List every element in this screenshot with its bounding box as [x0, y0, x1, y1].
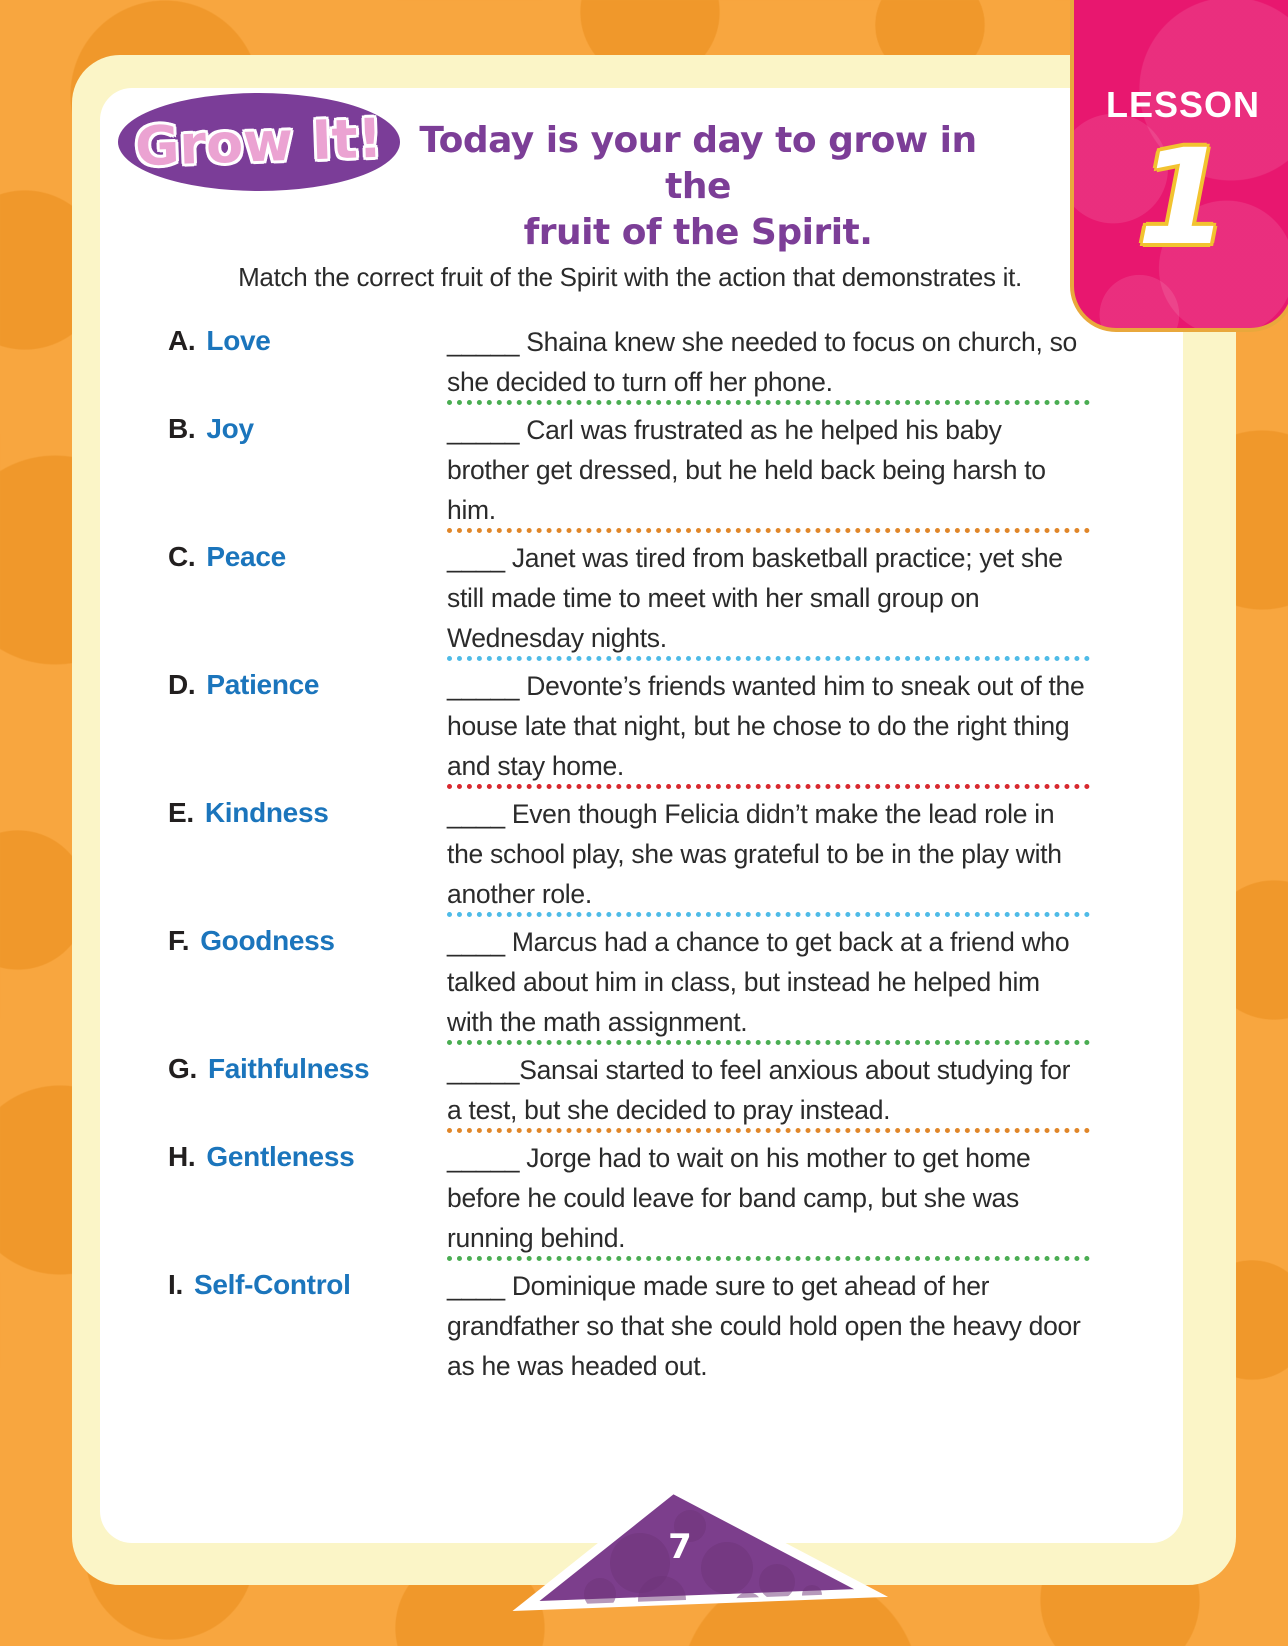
matching-row: [168, 666, 1090, 786]
lesson-number: 1: [1137, 121, 1229, 275]
matching-list: [168, 322, 1090, 1386]
scenario-text: _____ Shaina knew she needed to focus on church, so she decided to turn off her phone.: [447, 327, 1077, 397]
page-number: 7: [668, 1527, 692, 1567]
item-letter: H.: [168, 1141, 196, 1172]
fruit-label: [168, 538, 447, 658]
matching-row: [168, 1138, 1090, 1258]
fruit-name: Goodness: [200, 925, 335, 956]
fruit-label: [168, 922, 447, 1042]
dotted-divider: [447, 912, 1090, 917]
fruit-label: [168, 322, 447, 402]
scenario-text: ____ Dominique made sure to get ahead of her grandfather so that she could hold open the heavy door as he was headed out.: [447, 1271, 1081, 1381]
matching-row: [168, 538, 1090, 658]
fruit-label: [168, 794, 447, 914]
matching-row: [168, 322, 1090, 402]
scenario-text: _____ Carl was frustrated as he helped his baby brother get dressed, but he held back being harsh to him.: [447, 415, 1046, 525]
fruit-label: [168, 410, 447, 530]
dotted-divider: [447, 1128, 1090, 1133]
fruit-name: Joy: [206, 413, 254, 444]
lesson-label: LESSON: [1105, 84, 1261, 125]
item-letter: G.: [168, 1053, 197, 1084]
dotted-divider: [447, 1040, 1090, 1045]
item-letter: E.: [168, 797, 194, 828]
fruit-name: Peace: [206, 541, 286, 572]
fruit-name: Faithfulness: [207, 1053, 370, 1084]
fruit-name: Patience: [206, 669, 320, 700]
dotted-divider: [447, 1256, 1090, 1261]
dotted-divider: [447, 656, 1090, 661]
scenario-text: ____ Janet was tired from basketball practice; yet she still made time to meet with her small group on Wednesday nights.: [447, 543, 1063, 653]
fruit-name: Love: [206, 325, 271, 356]
scenario-text: _____ Jorge had to wait on his mother to get home before he could leave for band camp, but she was running behind.: [447, 1143, 1031, 1253]
scenario-text: ____ Marcus had a chance to get back at a friend who talked about him in class, but instead he helped him with the math assignment.: [447, 927, 1070, 1037]
matching-row: [168, 410, 1090, 530]
page-title-line2: fruit of the Spirit.: [523, 212, 873, 254]
page-title: [418, 118, 978, 256]
scenario-text: ____ Even though Felicia didn’t make the lead role in the school play, she was grateful to be in the play with another role.: [447, 799, 1062, 909]
lesson-badge: [1070, 0, 1288, 332]
scenario-text: _____Sansai started to feel anxious about studying for a test, but she decided to pray instead.: [447, 1055, 1071, 1125]
matching-row: [168, 922, 1090, 1042]
fruit-label: [168, 1266, 447, 1386]
dotted-divider: [447, 400, 1090, 405]
item-letter: I.: [168, 1269, 183, 1300]
grow-it-logo-text: Grow It!: [134, 106, 384, 178]
item-letter: F.: [168, 925, 190, 956]
item-letter: D.: [168, 669, 196, 700]
fruit-name: Gentleness: [206, 1141, 355, 1172]
fruit-name: Self-Control: [193, 1269, 351, 1300]
page-title-line1: Today is your day to grow in the: [419, 120, 977, 208]
grow-it-logo: [118, 93, 400, 191]
matching-row: [168, 1050, 1090, 1130]
scenario-text: _____ Devonte’s friends wanted him to sneak out of the house late that night, but he chose to do the right thing and stay home.: [447, 671, 1085, 781]
item-letter: B.: [168, 413, 196, 444]
dotted-divider: [447, 528, 1090, 533]
item-letter: A.: [168, 325, 196, 356]
matching-row: [168, 794, 1090, 914]
dotted-divider: [447, 784, 1090, 789]
item-letter: C.: [168, 541, 196, 572]
fruit-label: [168, 1050, 447, 1130]
fruit-name: Kindness: [204, 797, 329, 828]
fruit-label: [168, 1138, 447, 1258]
fruit-label: [168, 666, 447, 786]
matching-row: [168, 1266, 1090, 1386]
instruction-text: Match the correct fruit of the Spirit with the action that demonstrates it.: [238, 262, 1022, 292]
